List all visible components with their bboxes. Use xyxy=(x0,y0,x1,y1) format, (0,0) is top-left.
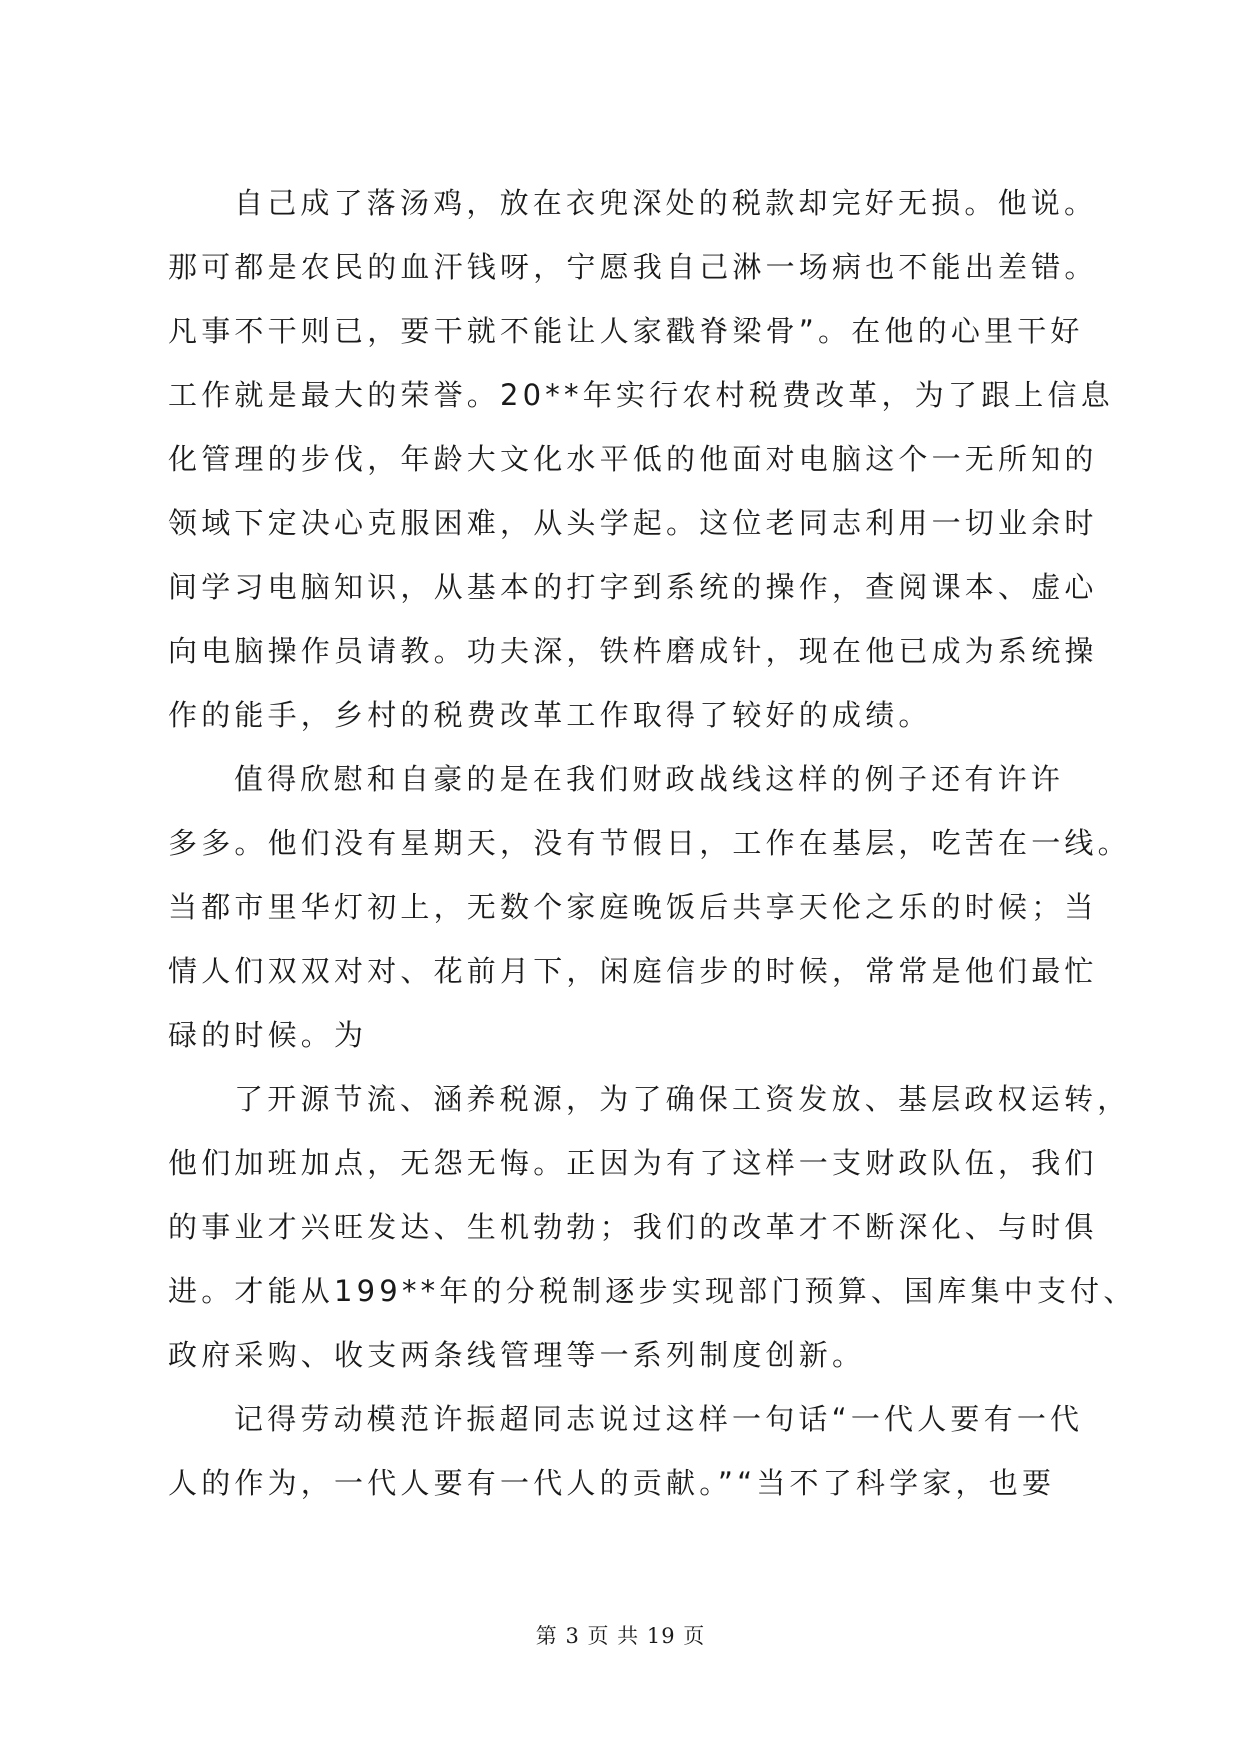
text-line: 人的作为，一代人要有一代人的贡献。”“当不了科学家，也要 xyxy=(168,1466,1056,1500)
text-line: 向电脑操作员请教。功夫深，铁杵磨成针，现在他已成为系统操 xyxy=(168,634,1098,668)
text-line: 进。才能从199**年的分税制逐步实现部门预算、国库集中支付、 xyxy=(168,1274,1137,1308)
paragraph-2 xyxy=(168,747,1131,1067)
text-line: 情人们双双对对、花前月下，闲庭信步的时候，常常是他们最忙 xyxy=(168,954,1098,988)
paragraph-3 xyxy=(168,1067,1137,1387)
text-line: 作的能手，乡村的税费改革工作取得了较好的成绩。 xyxy=(168,698,932,732)
text-line: 政府采购、收支两条线管理等一系列制度创新。 xyxy=(168,1338,866,1372)
text-line: 间学习电脑知识，从基本的打字到系统的操作，查阅课本、虚心 xyxy=(168,570,1098,604)
text-line: 他们加班加点，无怨无悔。正因为有了这样一支财政队伍，我们 xyxy=(168,1146,1098,1180)
text-line: 自己成了落汤鸡，放在衣兜深处的税款却完好无损。他说。 xyxy=(234,186,1098,220)
text-line: 领域下定决心克服困难，从头学起。这位老同志利用一切业余时 xyxy=(168,506,1098,540)
paragraph-4 xyxy=(168,1387,1084,1515)
text-line: 凡事不干则已，要干就不能让人家戳脊梁骨”。在他的心里干好 xyxy=(168,314,1084,348)
text-line: 记得劳动模范许振超同志说过这样一句话“一代人要有一代 xyxy=(234,1402,1084,1436)
text-line: 那可都是农民的血汗钱呀，宁愿我自己淋一场病也不能出差错。 xyxy=(168,250,1098,284)
paragraph-1 xyxy=(168,171,1114,747)
text-line: 工作就是最大的荣誉。20**年实行农村税费改革，为了跟上信息 xyxy=(168,378,1114,412)
text-line: 的事业才兴旺发达、生机勃勃；我们的改革才不断深化、与时俱 xyxy=(168,1210,1098,1244)
text-line: 了开源节流、涵养税源，为了确保工资发放、基层政权运转， xyxy=(234,1082,1131,1116)
page-number-footer: 第 3 页 共 19 页 xyxy=(535,1624,706,1648)
text-line: 值得欣慰和自豪的是在我们财政战线这样的例子还有许许 xyxy=(234,762,1065,796)
text-line: 多多。他们没有星期天，没有节假日，工作在基层，吃苦在一线。 xyxy=(168,826,1131,860)
text-line: 化管理的步伐，年龄大文化水平低的他面对电脑这个一无所知的 xyxy=(168,442,1098,476)
text-line: 碌的时候。为 xyxy=(168,1018,368,1052)
text-line: 当都市里华灯初上，无数个家庭晚饭后共享天伦之乐的时候；当 xyxy=(168,890,1098,924)
document-body xyxy=(168,171,1137,1515)
